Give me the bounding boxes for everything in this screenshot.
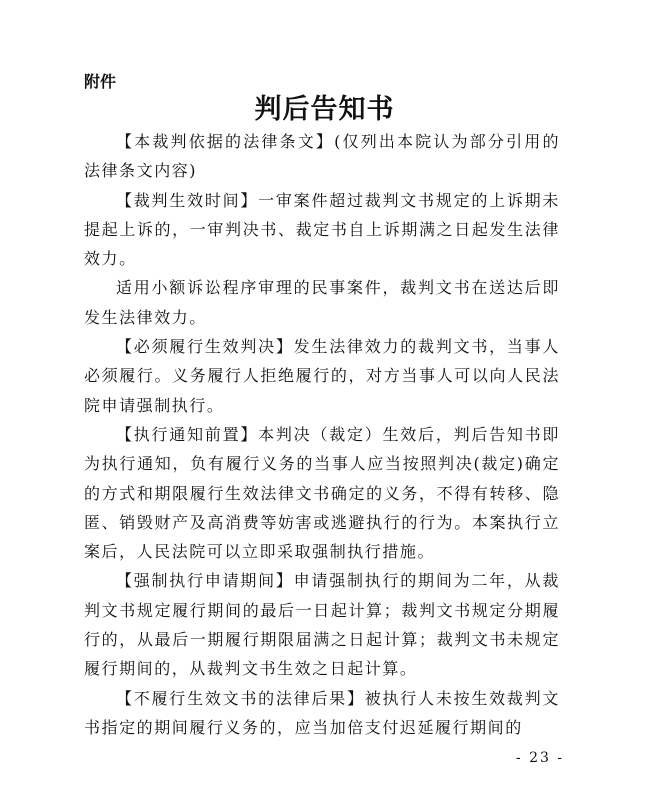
- paragraph-small-claims: 适用小额诉讼程序审理的民事案件，裁判文书在送达后即发生法律效力。: [84, 278, 560, 327]
- paragraph-must-perform: 【必须履行生效判决】发生法律效力的裁判文书，当事人必须履行。义务履行人拒绝履行的，对方当事人可以向人民法院申请强制执行。: [84, 337, 560, 415]
- attachment-label: 附件: [84, 72, 117, 91]
- paragraph-legal-consequences: 【不履行生效文书的法律后果】被执行人未按生效裁判文书指定的期间履行义务的，应当加倍支付迟延履行期间的: [84, 688, 560, 737]
- paragraph-application-period: 【强制执行申请期间】申请强制执行的期间为二年，从裁判文书规定履行期间的最后一日起计算；裁判文书规定分期履行的，从最后一期履行期限届满之日起计算；裁判文书未规定履行期间的，从裁判文书生效之日起计算。: [84, 571, 560, 679]
- page-number: - 23 -: [515, 750, 565, 766]
- paragraph-execution-notice: 【执行通知前置】本判决（裁定）生效后，判后告知书即为执行通知，负有履行义务的当事人应当按照判决(裁定)确定的方式和期限履行生效法律文书确定的义务，不得有转移、隐匿、销毁财产及高消费等妨害或逃避执行的行为。本案执行立案后，人民法院可以立即采取强制执行措施。: [84, 424, 560, 562]
- document-title: 判后告知书: [254, 94, 395, 125]
- paragraph-legal-basis: 【本裁判依据的法律条文】(仅列出本院认为部分引用的法律条文内容): [84, 132, 560, 181]
- document-body: [84, 127, 560, 742]
- paragraph-effective-time: 【裁判生效时间】一审案件超过裁判文书规定的上诉期未提起上诉的，一审判决书、裁定书自上诉期满之日起发生法律效力。: [84, 190, 560, 269]
